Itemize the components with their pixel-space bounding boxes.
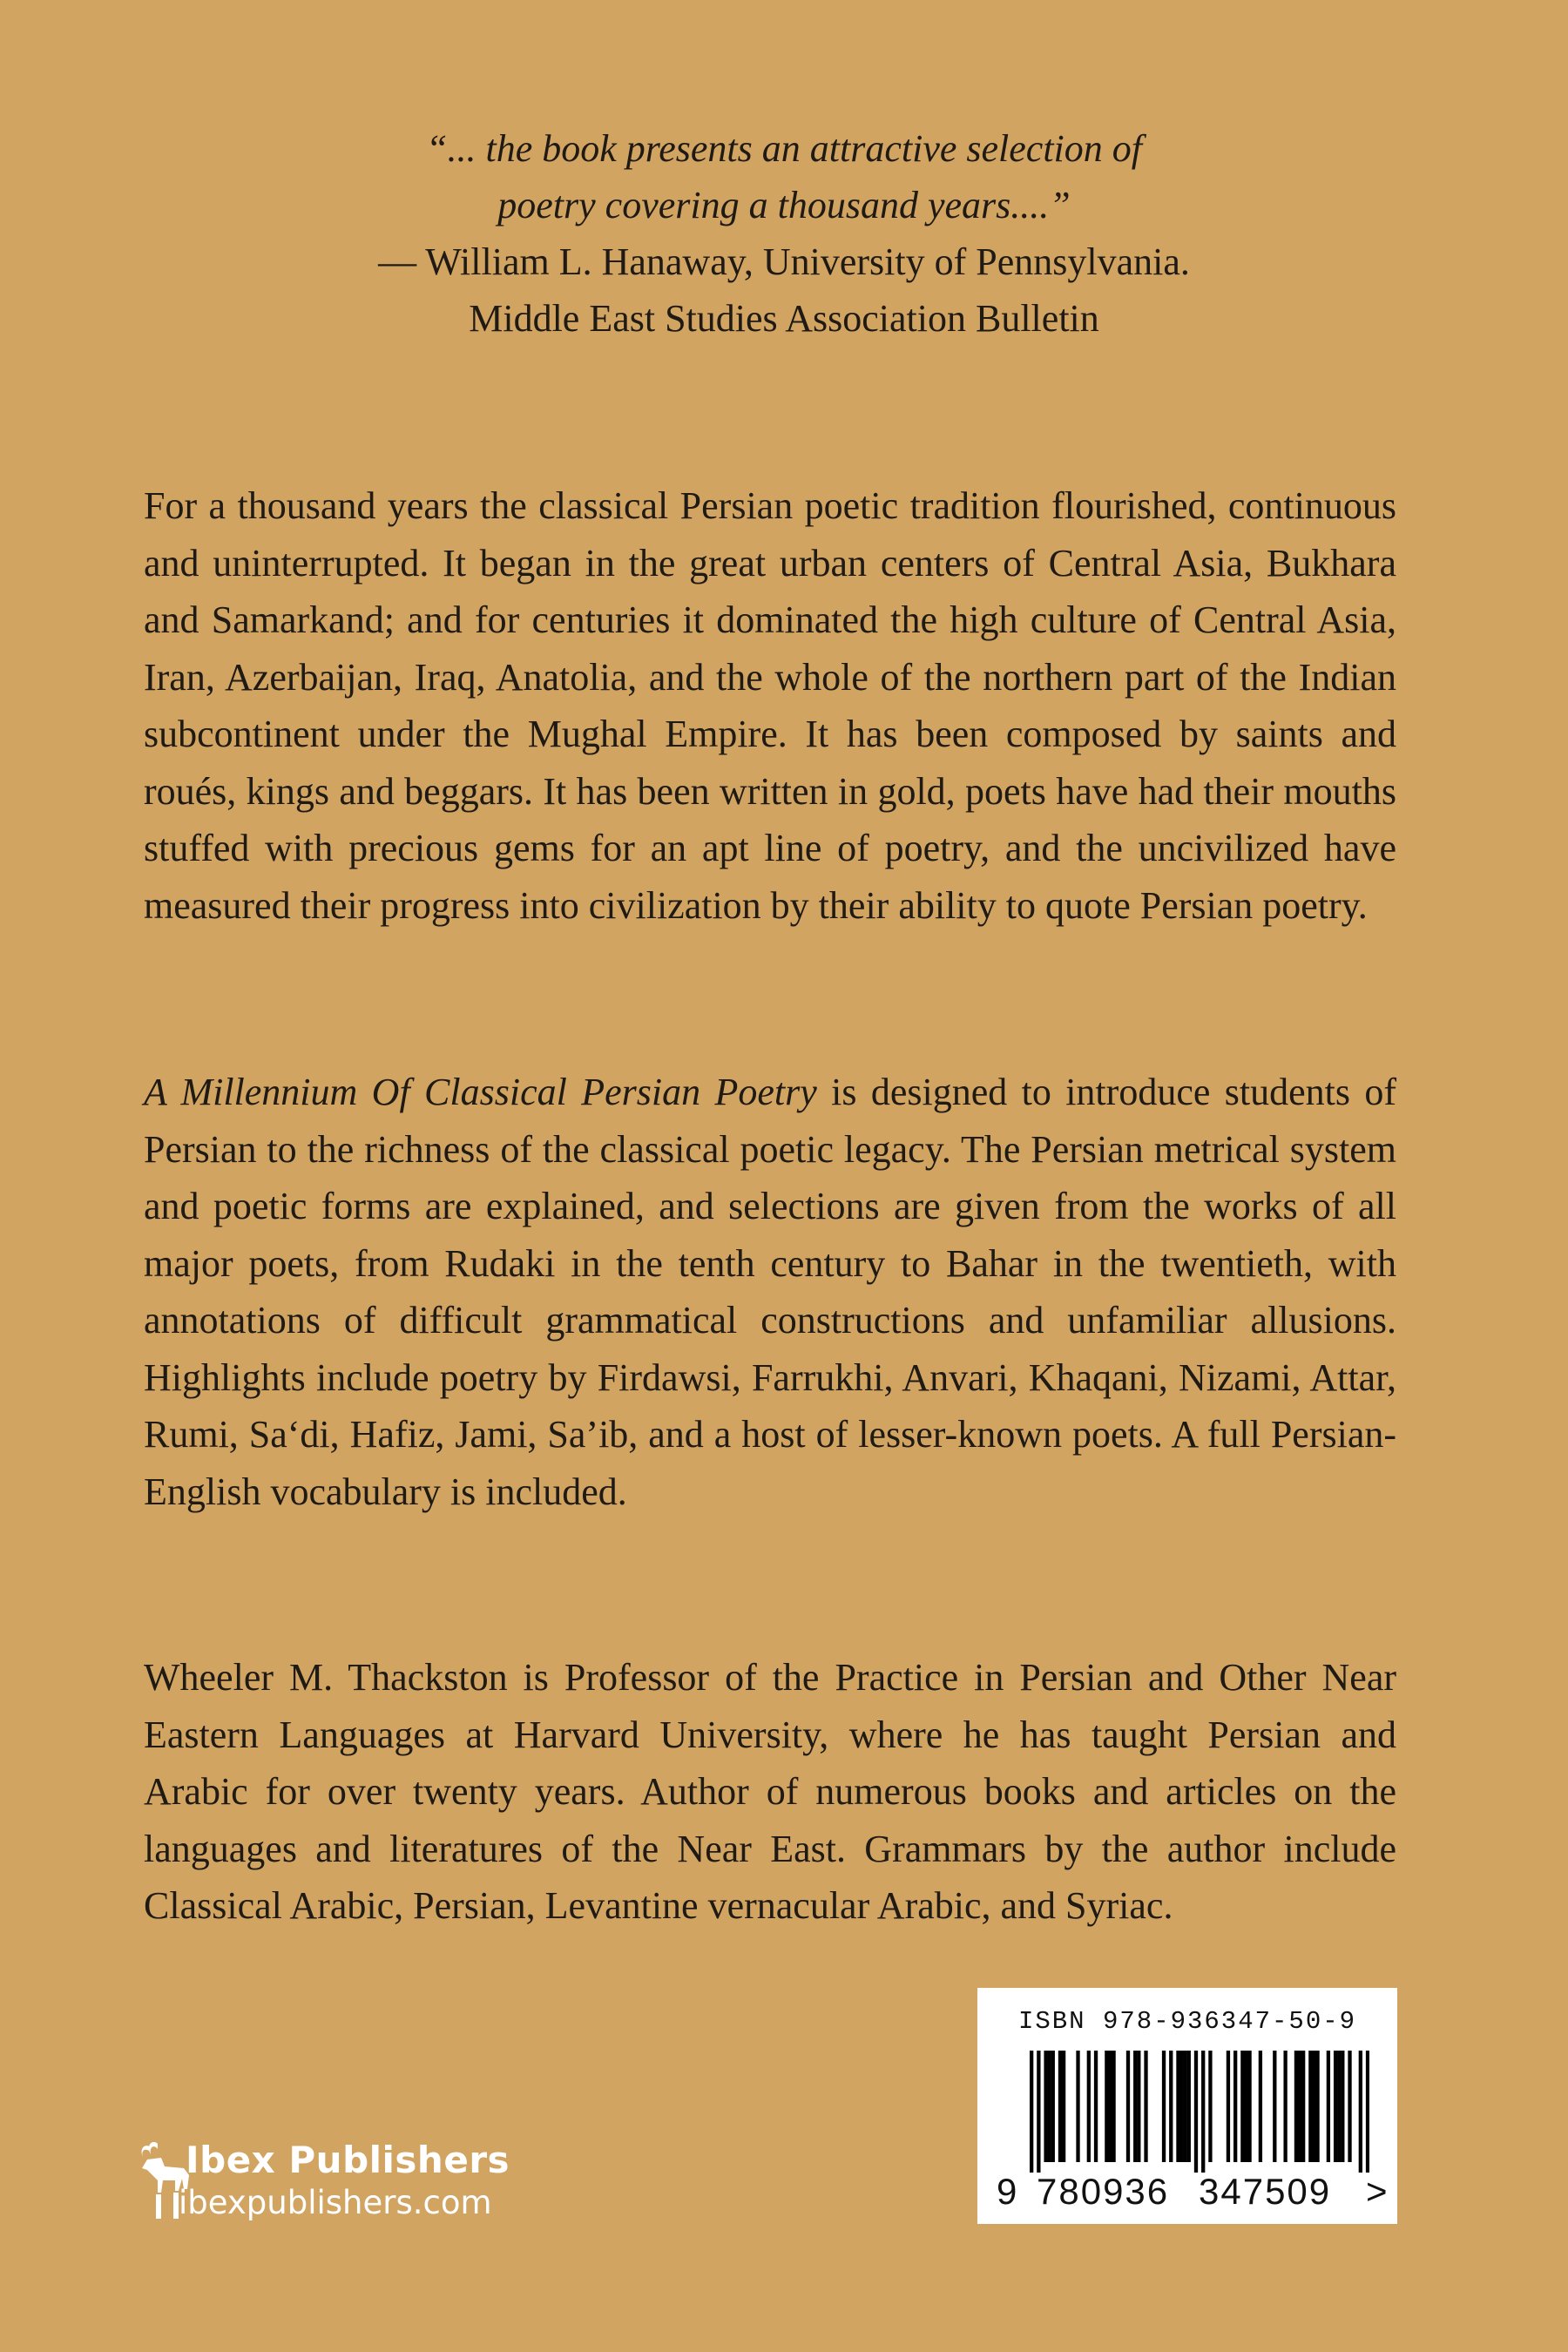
barcode-bar [1108, 2051, 1112, 2162]
author-bio: Wheeler M. Thackston is Professor of the Practice in Persian and Other Near Eastern Languages at Harvard University, where he has taught Persian and Arabic for over twenty years. Author of numerous books and articles on the languages and literatures of the Near East. Grammars by the author include Classical Arabic, Persian, Levantine vernacular Arabic, and Syriac. [144, 1656, 1396, 1927]
barcode-bar [1176, 2051, 1179, 2162]
description-paragraph-2-text: is designed to introduce students of Persian to the richness of the classical poetic legacy. The Persian metrical system and poetic forms are explained, and selections are given from the works of all major poets, from Rudaki in the tenth century to Bahar in the twentieth, with annotations of difficult grammatical constructions and unfamiliar allusions. Highlights include poetry by Firdawsi, Farrukhi, Anvari, Khaqani, Nizami, Attar, Rumi, Sa‘di, Hafiz, Jami, Sa’ib, and a host of lesser-known poets. A full Persian-English vocabulary is included. [144, 1071, 1396, 1513]
book-title: A Millennium Of Classical Persian Poetry [144, 1071, 817, 1113]
barcode-bar [1194, 2051, 1198, 2173]
quote-line-2: poetry covering a thousand years....” [497, 184, 1071, 226]
barcode-bar [1184, 2051, 1187, 2162]
barcode-bar [1366, 2051, 1369, 2173]
barcode-bar [1341, 2051, 1344, 2162]
barcode-bar [1359, 2051, 1362, 2173]
barcode-bar [1058, 2051, 1062, 2162]
barcode-bar [1334, 2051, 1337, 2162]
barcode-bar [1308, 2051, 1312, 2162]
barcode-bar [1227, 2051, 1230, 2162]
description-paragraph-2 [144, 1064, 1396, 1520]
barcode [1030, 2051, 1369, 2173]
barcode-bar [1169, 2051, 1173, 2162]
barcode-bar [1076, 2051, 1079, 2162]
barcode-bar [1259, 2051, 1262, 2162]
barcode-bar [1112, 2051, 1115, 2162]
barcode-bar [1044, 2051, 1047, 2162]
barcode-bar [1137, 2051, 1140, 2162]
barcode-bar [1327, 2051, 1330, 2162]
publisher-logo [135, 2139, 536, 2234]
barcode-bar [1133, 2051, 1137, 2162]
barcode-digits-right: 347509 [1199, 2171, 1332, 2212]
barcode-bar [1062, 2051, 1065, 2162]
barcode-bar [1233, 2051, 1237, 2162]
barcode-bar [1126, 2051, 1130, 2162]
barcode-bar [1179, 2051, 1183, 2162]
barcode-end-marker: > [1366, 2171, 1388, 2212]
barcode-bar [1087, 2051, 1091, 2162]
quote-attribution-2: Middle East Studies Association Bulletin [469, 297, 1099, 340]
barcode-bar [1315, 2051, 1319, 2162]
barcode-bar [1208, 2051, 1212, 2162]
barcode-bar [1337, 2051, 1341, 2162]
barcode-bar [1051, 2051, 1055, 2162]
publisher-url: ibexpublishers.com [179, 2184, 492, 2221]
barcode-bar [1144, 2051, 1147, 2162]
barcode-bar [1037, 2051, 1040, 2173]
barcode-bar [1247, 2051, 1251, 2162]
barcode-digits-left: 780936 [1037, 2171, 1170, 2212]
review-quote [0, 120, 1568, 347]
barcode-bar [1298, 2051, 1301, 2162]
isbn-label: ISBN 978-936347-50-9 [1017, 2007, 1357, 2036]
barcode-bar [1301, 2051, 1305, 2162]
barcode-bar [1162, 2051, 1166, 2162]
barcode-bar [1105, 2051, 1108, 2162]
barcode-bar [1201, 2051, 1205, 2173]
barcode-bar [1283, 2051, 1287, 2162]
barcode-bar [1312, 2051, 1315, 2162]
barcode-bar [1348, 2051, 1351, 2162]
quote-line-1: “... the book presents an attractive selection of [426, 127, 1142, 170]
isbn-barcode-box [977, 1988, 1397, 2224]
barcode-digit-first: 9 [997, 2171, 1017, 2212]
barcode-bar [1294, 2051, 1298, 2162]
barcode-bar [1187, 2051, 1191, 2162]
quote-attribution-1: — William L. Hanaway, University of Pennsylvania. [378, 240, 1190, 283]
barcode-bar [1094, 2051, 1098, 2162]
description-paragraph-1: For a thousand years the classical Persian poetic tradition flourished, continuous and uninterrupted. It began in the great urban centers of Central Asia, Bukhara and Samarkand; and for centuries it dominated the high culture of Central Asia, Iran, Azerbaijan, Iraq, Anatolia, and the whole of the northern part of the Indian subcontinent under the Mughal Empire. It has been composed by saints and roués, kings and beggars. It has been written in gold, poets have had their mouths stuffed with precious gems for an apt line of poetry, and the uncivilized have measured their progress into civilization by their ability to quote Persian poetry. [144, 484, 1396, 927]
barcode-bar [1273, 2051, 1276, 2162]
barcode-bar [1244, 2051, 1247, 2162]
publisher-name: Ibex Publishers [186, 2139, 510, 2181]
barcode-bar [1048, 2051, 1051, 2162]
barcode-bar [1240, 2051, 1244, 2162]
barcode-bar [1030, 2051, 1033, 2173]
